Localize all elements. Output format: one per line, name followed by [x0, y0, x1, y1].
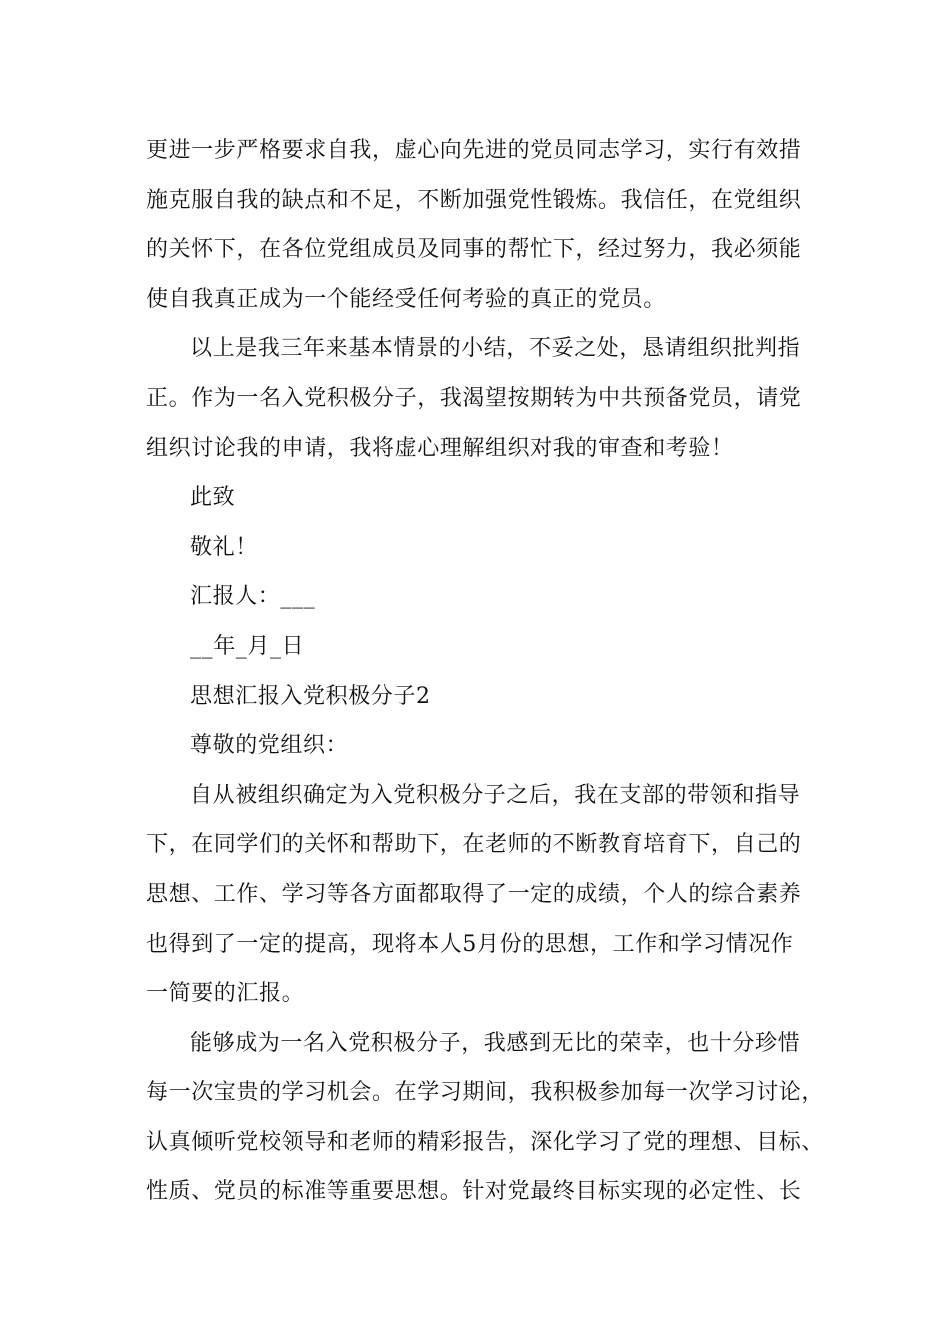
text-line: 一简要的汇报。 [146, 981, 305, 1007]
text-line: 性质、党员的标准等重要思想。针对党最终目标实现的必定性、长 [146, 1179, 802, 1205]
text-line: 正。作为一名入党积极分子，我渴望按期转为中共预备党员，请党 [146, 385, 802, 411]
text-line: 能够成为一名入党积极分子，我感到无比的荣幸，也十分珍惜 [190, 1030, 801, 1056]
closing-jing-li: 敬礼！ [190, 534, 258, 560]
reporter-line: 汇报人：___ [190, 584, 316, 610]
document-body [146, 126, 836, 1217]
text-line: 思想、工作、学习等各方面都取得了一定的成绩，个人的综合素养 [146, 881, 802, 907]
salutation: 尊敬的党组织： [190, 733, 349, 759]
section-title: 思想汇报入党积极分子2 [190, 683, 431, 709]
text-line: 认真倾听党校领导和老师的精彩报告，深化学习了党的理想、目标、 [146, 1129, 825, 1155]
closing-ci-zhi: 此致 [190, 485, 236, 511]
text-line: 施克服自我的缺点和不足，不断加强党性锻炼。我信任，在党组织 [146, 187, 802, 213]
text-line: 组织讨论我的申请，我将虚心理解组织对我的审查和考验！ [146, 435, 734, 461]
text-line: 使自我真正成为一个能经受任何考验的真正的党员。 [146, 286, 666, 312]
text-line: 更进一步严格要求自我，虚心向先进的党员同志学习，实行有效措 [146, 138, 802, 163]
text-line: 也得到了一定的提高，现将本人5月份的思想，工作和学习情况作 [146, 931, 794, 957]
paragraph-summary [146, 324, 836, 473]
text-line: 以上是我三年来基本情景的小结，不妥之处，恳请组织批判指 [190, 336, 801, 362]
paragraph-continuation [146, 126, 836, 324]
text-line: 自从被组织确定为入党积极分子之后，我在支部的带领和指导 [190, 782, 801, 808]
paragraph-intro [146, 771, 836, 1019]
paragraph-study [146, 1019, 836, 1217]
text-line: 下，在同学们的关怀和帮助下，在老师的不断教育培育下，自己的 [146, 832, 802, 858]
text-line: 每一次宝贵的学习机会。在学习期间，我积极参加每一次学习讨论， [146, 1080, 825, 1106]
date-line: __年_月_日 [190, 633, 305, 659]
text-line: 的关怀下，在各位党组成员及同事的帮忙下，经过努力，我必须能 [146, 237, 802, 263]
